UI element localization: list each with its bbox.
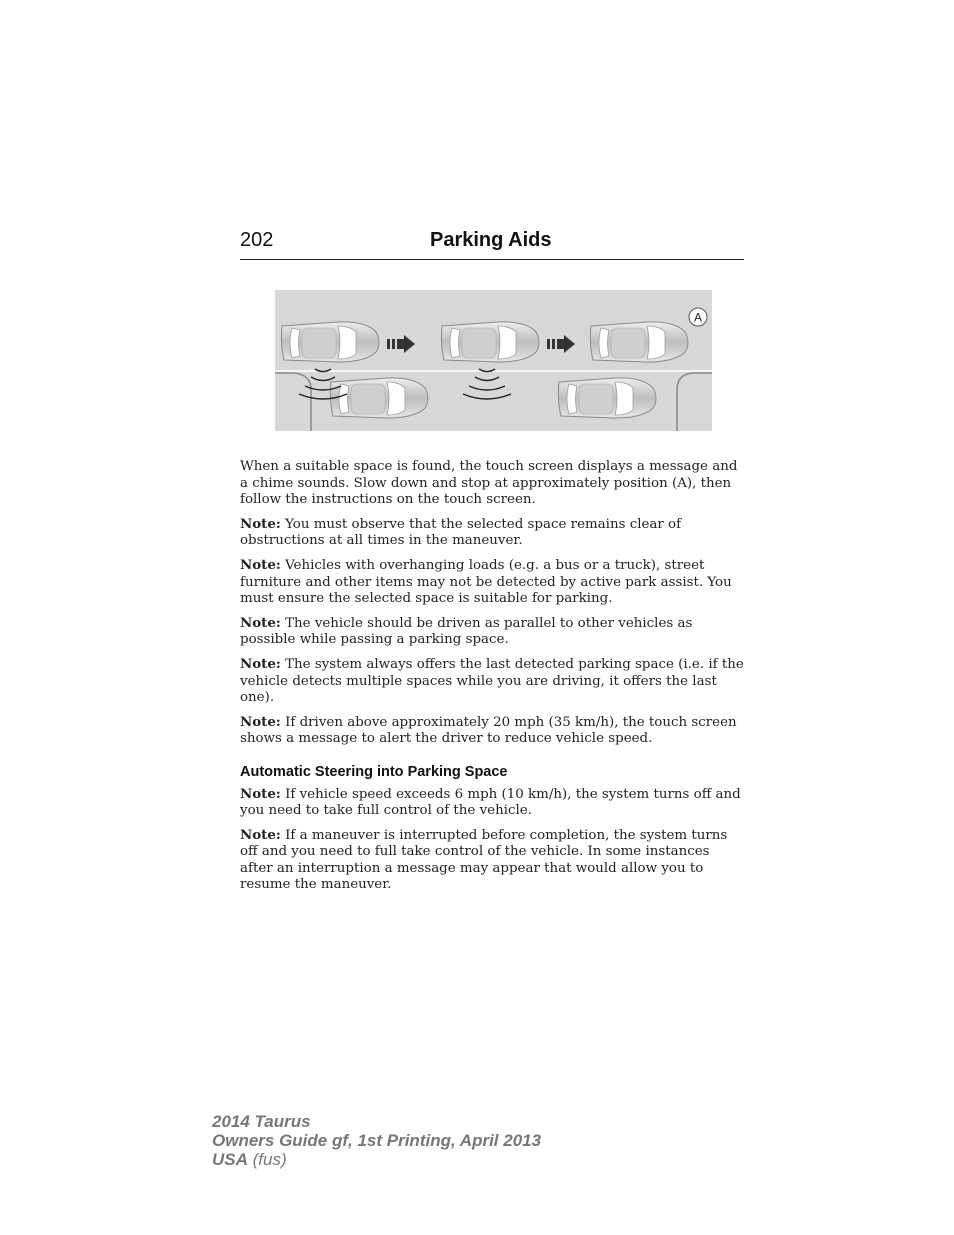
note-text: The system always offers the last detected parking space (i.e. if the vehicle detects multiple spaces while you are driving, it offers the last one). [240, 656, 744, 706]
car-top-3 [590, 322, 688, 362]
subheading: Automatic Steering into Parking Space [240, 763, 508, 780]
footer-region-code: (fus) [247, 1150, 287, 1169]
page-header [240, 229, 744, 260]
note-label: Note: [240, 826, 281, 843]
body-text [240, 459, 745, 901]
page-footer [212, 1112, 541, 1169]
note-text: If vehicle speed exceeds 6 mph (10 km/h), the system turns off and you need to take full control of the vehicle. [240, 786, 741, 819]
page-number: 202 [240, 229, 274, 251]
intro-paragraph: When a suitable space is found, the touch screen displays a message and a chime sounds. Slow down and stop at approximately position (A), then follow the instructions on the touch screen. [240, 459, 738, 508]
note-label: Note: [240, 785, 281, 802]
note-text: You must observe that the selected space remains clear of obstructions at all times in the maneuver. [240, 516, 682, 549]
note-text: Vehicles with overhanging loads (e.g. a bus or a truck), street furniture and other items may not be detected by active park assist. You must ensure the selected space is suitable for parking. [240, 557, 732, 607]
section-title: Parking Aids [430, 229, 552, 251]
note-label: Note: [240, 614, 281, 631]
footer-region [212, 1150, 541, 1169]
callout-a-label: A [693, 310, 703, 325]
car-top-2 [441, 322, 539, 362]
car-top-1 [281, 322, 379, 362]
note-paragraph [240, 615, 745, 649]
callout-a-marker [689, 308, 707, 326]
note-label: Note: [240, 713, 281, 730]
car-parked-right [558, 378, 656, 418]
note-label: Note: [240, 556, 281, 573]
car-parked-left [330, 378, 428, 418]
footer-model: 2014 Taurus [212, 1112, 311, 1131]
note-label: Note: [240, 515, 281, 532]
note-paragraph [240, 714, 745, 748]
note-text: If driven above approximately 20 mph (35 km/h), the touch screen shows a message to alert the driver to reduce vehicle speed. [240, 714, 737, 747]
footer-edition: Owners Guide gf, 1st Printing, April 2013 [212, 1131, 542, 1150]
note-text: If a maneuver is interrupted before completion, the system turns off and you need to full take control of the vehicle. In some instances after an interruption a message may appear that would allow you to resume the maneuver. [240, 827, 728, 893]
note-paragraph [240, 656, 745, 707]
footer-region-name: USA [212, 1150, 248, 1169]
note-paragraph [240, 557, 745, 608]
note-paragraph [240, 516, 745, 550]
parking-aid-illustration [275, 290, 712, 431]
note-label: Note: [240, 655, 281, 672]
note-paragraph [240, 786, 745, 820]
note-paragraph [240, 827, 745, 894]
note-text: The vehicle should be driven as parallel to other vehicles as possible while passing a parking space. [240, 615, 693, 648]
